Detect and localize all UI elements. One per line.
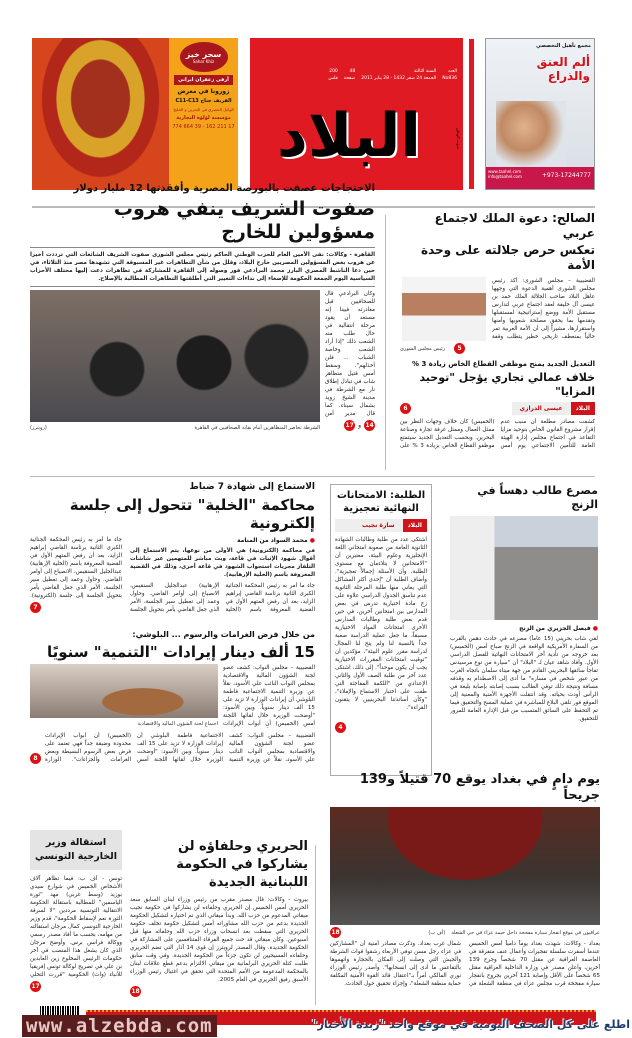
- issue-date: الجمعة 24 صفر 1432 - 28 يناير 2011: [361, 76, 437, 81]
- article-body-col: جاء ما أمر به رئيس المحكمة الجنائية الكبرى الثانية برئاسة القاضي إبراهيم الزايد، بعد أن رفض المتهم الأول في القضية المعروفة باسم (الخلية الإرهابية) عبدالجليل السنقيس، الانصياع إلى أوامر القاضي. وحاول وعمد إلى تعطيل سير الجلسة، الأمر الذي جعل القاضي يأمر بتحويل الجلسة إلى جلسة (الكترونية).: [30, 537, 122, 599]
- baghdad-bombing-photo: [330, 807, 600, 925]
- pages-label: صفحة: [343, 76, 356, 81]
- section-rule: [30, 476, 595, 477]
- page-ref-badge[interactable]: 17: [345, 422, 354, 429]
- lead-paragraph: القاهرة - وكالات: نفى الأمين العام للحزب الوطني الحاكم رئيس مجلس الشورى صفوت الشريف الشائعات التي ترددت أخيرا عن هروب بعض المسؤولين المصريين خارج البلاد، وقلل من شأن التظاهرات غير المسبوقة التي تشهدها مصر منذ الثلاثاء، في حين دعا الناشط المصري البارز محمد البرادعي فور وصوله إلى القاهرة للمشاركة في تظاهرات دعت إليها مختلف الأحزاب السياسية اليوم الجمعة الحكومة للإصغاء إلى نداءات التغيير التي أطلقتها التظاهرات المطالبة بالإصلاح.: [30, 252, 375, 282]
- committee-meeting-photo: [30, 664, 218, 718]
- author: سارة نجيب: [361, 522, 395, 529]
- ad-phones: 17 211 162 - 39 664 774: [172, 124, 235, 130]
- ad-visit: زورونا في معرض: [177, 88, 230, 95]
- kicker: الاحتجاجات عصفت بالبورصة المصرية وأفقدتها 12 مليار دولار: [73, 183, 375, 194]
- page-ref-badge[interactable]: 14: [365, 422, 374, 429]
- story-tanmia-continued: [30, 732, 315, 764]
- headline: استقالة وزير الخارجية التونسي: [30, 830, 122, 870]
- article-body: جاء ما أمر به رئيس المحكمة الجنائية الكبرى الثانية برئاسة القاضي إبراهيم الزايد، بعد أن رفض المتهم الأول في القضية المعروفة باسم (الخلية الإرهابية) عبدالجليل السنقيس، الانصياع إلى أوامر القاضي. وحاول وعمد إلى تعطيل سير الجلسة، الأمر الذي جعل القاضي يأمر بتحويل الجلسة: [130, 583, 315, 613]
- byline: [512, 402, 595, 415]
- photo-caption: اجتماع لجنة الشؤون المالية والاقتصادية: [137, 721, 218, 727]
- ad-agent: الوكيل الحصري في البحرين و الخليج: [173, 107, 234, 112]
- brand-tag: البلاد: [403, 519, 427, 532]
- article-body: وكان البرادعي قال للصحافيين قبل مغادرته فيينا إنه مستعد أن يقود مرحلة انتقالية في حال طلب منه الشعب ذلك "إذا أراد الشعب وخاصة الشباب ... فلن أخذلهم". وسقط أمس قتيل متظاهر شاب في تبادل إطلاق نار مع الشرطة في مدينة الشيخ زويد بشمال سيناء. كما قال مدير أمن: [325, 291, 375, 417]
- brand-tag: البلاد: [571, 402, 595, 415]
- masthead-strip: [468, 38, 475, 190]
- headline: الحريري وحلفاؤه لن يشاركوا في الحكومة اللبنانية الجديدة: [176, 839, 308, 890]
- brand-name: سحر خيز: [185, 50, 222, 59]
- saffron-ad-image: [32, 38, 169, 190]
- article-body: القضيبية – مجلس النواب: كشف عضو لجنة الشؤون المالية والاقتصادية بمجلس النواب النائب علي الأسود، نقلاً عن وزيرة التنمية الاجتماعية فاطمة البلوشي أن إيرادات الوزارة لا تزيد على 15 ألف دينار سنوياً. وبين الأسود: "أوضحت الوزيرة خلال لقائها اللجنة أمس (الخميس) أن أبواب الإيرادات: [223, 665, 315, 727]
- article-body: بغداد - وكالات: شهدت بغداد يوماً دامياً أمس الخميس عندما أسفرت سلسلة تفجيرات وأعمال عنف متفرقة في العاصمة العراقية عن مقتل 70 شخصاً وجرح 139 آخرين، وأعلن مصدر في وزارة الداخلية العراقية مقتل 65 شخصاً على الأقل وإصابة 121 آخرين بجروح بانفجار سيارة مفخخة قرب مجلس عزاء في منطقة الشعلة في شمال غرب بغداد. وذكرت مصادر أمنية أن "المشاركين في عزاء رجل مسن توفي الأربعاء رشقوا قوات الشرطة والجيش التي وصلت إلى المكان بالحجارة واتهموها بالتقاعس ما أدى إلى انسحابها". وأصدر رئيس الوزراء نوري المالكي أمراً بـ"اعتقال قائد القوة الأمنية المكلفة حماية منطقة الشعلة"، وإجراء تحقيق حول الحادث.: [330, 941, 600, 987]
- page-ref-badge[interactable]: 6: [400, 403, 411, 414]
- author: محمد السواد من المنامة: [237, 537, 308, 544]
- accident-photo: [450, 516, 598, 620]
- issue-number: No836: [442, 76, 457, 81]
- ad-company: مؤسسة لؤلؤة التجارية: [176, 115, 231, 121]
- page-ref-badge[interactable]: 5: [454, 343, 465, 354]
- headline: الصالح: دعوة الملك لاجتماع عربي: [434, 211, 595, 240]
- issue-label: العدد: [447, 69, 457, 74]
- column-divider: [385, 215, 386, 470]
- and-text: و: [358, 422, 361, 429]
- slogan: صوت الوطن: [456, 128, 461, 150]
- saffron-ad[interactable]: [32, 38, 238, 190]
- author: عيسى الدرازي: [519, 405, 563, 412]
- clinic-email: info@taahel.com: [488, 174, 522, 179]
- page-ref-badge[interactable]: 7: [30, 602, 41, 613]
- story-hariri[interactable]: [130, 838, 308, 997]
- price-label: فلس: [328, 76, 338, 81]
- barcode: [40, 1006, 80, 1015]
- byline: [335, 519, 427, 532]
- ad-tagline: أرقى زعفران ايراني: [174, 75, 233, 85]
- photo-credit: (رويترز): [30, 425, 47, 431]
- headline: خلاف عمالي تجاري يؤجل "توحيد المزايا": [419, 371, 595, 398]
- kicker: التعديل الجديد يمنح موظفي القطاع الخاص زيادة 3 %: [411, 360, 595, 368]
- clinic-phone: +973-17244777: [541, 172, 591, 179]
- story-baghdad[interactable]: [330, 772, 600, 996]
- story-student[interactable]: مصرع طالب دهساً في الزنج ● فيصل الجزيري من الزنج لقي شاب بحريني (15 عاماً) مصرعه في حادث دهس بالقرب من السفارة الأمريكية الواقعة في الزنج صباح أمس (الخميس) بعد خروجه من تأدية آخر الامتحانات النهائية للفصل الدراسي الأول. وأفاد شاهد عيان لـ "البلاد" أن "سيارة من نوع مرسيدس تفاجأ سائقها البحريني القادم من جهة ميناء سلمان باتجاه الغرب من عبور شخص في مساره" ما أدى إلى الاصطدام به وقذفه مسافة ونتيجة ذلك توفي الطالب بسبب إصابته بإصابة بليغة في الرأس أودت بحياته. وقد انتقلت الأجهزة الأمنية والمعنية إلى الموقع فور تلقي البلاغ للمباشرة في عملية المسح والتحقيق فيما تم التحفظ على السائق المتسبب من قبل الإدارة العامة للمرور للتحقيق.: [450, 484, 598, 755]
- article-body: القضيبية – مجلس الشورى: أكد رئيس مجلس الشورى أهمية الدعوة التي وجهها عاهل البلاد صاحب الجلالة الملك حمد بن عيسى آل خليفة لعقد اجتماع عربي لتدارس مستقبل الأمة ووضع إستراتيجية لمستقبلها وتقدمها بما يحقق مصلحة شعوبها وأمنها واستقرارها، مشيراً إلى أن الأمة العربية تمر حالياً بمنعطف تاريخي خطير يتطلب وقفة: [492, 278, 595, 340]
- shura-chairman-photo: [402, 277, 486, 341]
- year-label: السنة الثالثة: [413, 69, 437, 74]
- story-labor[interactable]: [400, 360, 595, 450]
- clinic-name: مجمع تأهيل التخصصي: [536, 43, 591, 49]
- riot-police-photo: [30, 290, 320, 422]
- watermark-url[interactable]: www.alzebda.com: [22, 1015, 217, 1037]
- story-court[interactable]: الاستماع إلى شهادة 7 ضباط محاكمة "الخلية" تتحول إلى جلسة إلكترونية ● محمد السواد من المنامة في محاكمة (الكترونية) هي الأولى من نوعها، يتم الاستماع إلى أقوال شهود الإثبات في قاعة، وبث مباشر للمتهمين عبر شاشات التلفاز مجريات استجواب الشهود في قاعة أخرى، وذلك في القضية المعروفة باسم (الخلية الإرهابية). جاء ما أمر به رئيس المحكمة الجنائية الكبرى الثانية برئاسة القاضي إبراهيم الزايد، بعد أن رفض المتهم الأول في القضية المعروفة باسم (الخلية الإرهابية) عبدالجليل السنقيس، الانصياع إلى أوامر القاضي. وحاول وعمد إلى تعطيل سير الجلسة، الأمر الذي جعل القاضي يأمر بتحويل الجلسة جاء ما أمر به رئيس المحكمة الجنائية الكبرى الثانية برئاسة القاضي إبراهيم الزايد، بعد أن رفض المتهم الأول في القضية المعروفة باسم (الخلية الإرهابية) عبدالجليل السنقيس، الانصياع إلى أوامر القاضي. وحاول وعمد إلى تعطيل سير الجلسة، الأمر الذي جعل القاضي يأمر بتحويل الجلسة إلى جلسة (الكترونية). 7: [30, 482, 315, 613]
- headline: مصرع طالب دهساً في الزنج: [477, 484, 598, 511]
- clinic-ad[interactable]: [485, 38, 595, 190]
- price: 200: [329, 69, 338, 74]
- story-tunisia[interactable]: [30, 830, 122, 992]
- photo-caption: الشرطة تحاصر المتظاهرين أمام نقابة الصحافيين في القاهرة: [194, 425, 320, 431]
- headline: يوم دامٍ في بغداد يوقع 70 قتيلاً و139 جريحاً: [359, 772, 600, 803]
- headline: الطلبة: الامتحانات النهائية تعجيزية: [336, 490, 426, 514]
- saffron-ad-logo: [180, 42, 228, 72]
- article-body: تونس - أف ب: فيما تظاهر آلاف الأشخاص الخميس في شوارع سيدي بوزيد (وسط غربي) مهد "ثورة الياسمين" للمطالبة باستقالة الحكومة الانتقالية التونسية مرددين "لا لسرقة الثورة نعم لإسقاط الحكومة"، قدم وزير الخارجية التونسي كمال مرجان استقالته من مهامه، بحسب ما أفاد مصدر رسمي ووكالة فرانس برس. وأوضح مرجان الذي كان يشغل هذا المنصب في آخر حكومات الرئيس المخلوع زين العابدين بن علي في تصريح لوكالة تونس إفريقيا للأنباء (وات) الحكومية "قررت التخلي: [30, 876, 122, 978]
- story-saleh[interactable]: [400, 211, 595, 354]
- page-ref-badge[interactable]: 4: [335, 722, 346, 733]
- kicker: من خلال فرض الغرامات والرسوم ... البلوشي:: [132, 630, 315, 639]
- headline: محاكمة "الخلية" تتحول إلى جلسة إلكترونية: [69, 496, 315, 532]
- photo-caption: عراقيون في موقع انفجار سيارة مفخخة داخل خيمة عزاء في حي الشعلة: [451, 929, 600, 936]
- story-exams[interactable]: [330, 484, 432, 776]
- page-ref-badge[interactable]: 18: [331, 929, 340, 936]
- ad-booth: الفريف جناح C11-C13: [175, 98, 232, 104]
- headline: صفوت الشريف ينفي هروب مسؤولين للخارج: [113, 198, 375, 243]
- article-body: بيروت - وكالات: قال مصدر مقرب من رئيس وزراء لبنان السابق سعد الحريري أمس الخميس إن الحريري وحلفاءه لن يشاركوا في حكومة نجيب ميقاتي المدعوم من حزب الله. وبدأ ميقاتي الذي تم اختياره لتشكيل الحكومة الجديدة بدعم من حزب الله مشاوراته أمس لتشكيل حكومة تخلف حكومة الحريري التي سقطت بعد انسحاب وزراء حزب الله وحلفائه منها قبل أسبوعين. وكان ميقاتي قد حث جميع الفرقاء المتنافسين على المشاركة في الحكومة الجديدة. وقال المصدر لرويترز إن قوى 14 آذار التي تضم الحريري وحلفاءه المسيحيين لن تكون جزءاً من الحكومة الجديدة. وفي وقت سابق طلبت كتلة الحريري البرلمانية من ميقاتي الالتزام بدعم قطع علاقات لبنان بالمحكمة المدعومة من الأمم المتحدة التي تحقق في اغتيال رئيس الوزراء الأسبق رفيق الحريري في العام 2005.: [130, 897, 308, 983]
- photo-credit: (أف ب): [428, 929, 446, 936]
- newspaper-logo: البلاد: [277, 101, 421, 171]
- page-ref-badge[interactable]: 8: [30, 753, 41, 764]
- story-tanmia[interactable]: [30, 630, 315, 764]
- column-divider: [315, 845, 316, 1005]
- clinic-headline: ألم العنق والذراع: [536, 55, 590, 84]
- couple-image: [496, 101, 566, 167]
- kicker: الاستماع إلى شهادة 7 ضباط: [189, 482, 315, 492]
- story-egypt[interactable]: [30, 183, 375, 432]
- page-ref-badge[interactable]: 17: [31, 983, 40, 990]
- watermark-slogan: اطلع على كل الصحف اليومية في موقع واحد "زبدة الأخبار": [311, 1018, 630, 1031]
- brand-latin: Sahar Khiz: [192, 59, 215, 64]
- lead-paragraph: في محاكمة (الكترونية) هي الأولى من نوعها، يتم الاستماع إلى أقوال شهود الإثبات في قاعة، وبث مباشر للمتهمين عبر شاشات التلفاز مجريات استجواب الشهود في قاعة أخرى، وذلك في القضية المعروفة باسم (الخلية الإرهابية).: [130, 548, 315, 578]
- article-body: لقي شاب بحريني (15 عاماً) مصرعه في حادث دهس بالقرب من السفارة الأمريكية الواقعة في الزنج صباح أمس (الخميس) بعد خروجه من تأدية آخر الامتحانات النهائية للفصل الدراسي الأول. وأفاد شاهد عيان لـ "البلاد" أن "سيارة من نوع مرسيدس تفاجأ سائقها البحريني القادم من جهة ميناء سلمان باتجاه الغرب من عبور شخص في مساره" ما أدى إلى الاصطدام به وقذفه مسافة ونتيجة ذلك توفي الطالب بسبب إصابته بإصابة بليغة في الرأس أودت بحياته. وقد انتقلت الأجهزة الأمنية والمعنية إلى الموقع فور تلقي البلاغ للمباشرة في عملية المسح والتحقيق فيما تم التحفظ على السائق المتسبب من قبل الإدارة العامة للمرور للتحقيق.: [450, 636, 598, 722]
- masthead: [250, 38, 463, 190]
- article-body: القضيبية – مجلس النواب: كشف عضو لجنة الشؤون المالية والاقتصادية بمجلس النواب النائب علي الأسود، نقلاً عن وزيرة التنمية الاجتماعية فاطمة البلوشي أن إيرادات الوزارة لا تزيد على 15 ألف دينار سنوياً. وبين الأسود: "أوضحت الوزيرة خلال لقائها اللجنة أمس (الخميس) أن أبواب الإيرادات محدودة وضيقة جداً فهي تعتمد على فرض بعض الرسوم البسيطة وبعض الغرامات والجزاءات". الوزارة: [45, 733, 315, 763]
- photo-caption: رئيس مجلس الشورى: [400, 345, 446, 352]
- page-count: 48: [349, 69, 356, 74]
- article-body: اشتكى عدد من طلبة وطالبات الشهادة الثانوية العامة من صعوبة امتحاني اللغة الإنجليزية وعلوم البيئة، معتبرين أن "الامتحانين لا يتلاءمان مع مستوى الطلبة، وأن الأسئلة إجمالاً تعجيزية". وأضاف الطلبة أن "إحدى أكثر المشاكل التي يعاني منها طلبة المرحلة الثانوية عدم تناسق الجدول الدراسي علاوة على زج مادة اختيارية تدرس في بعض المدارس بين امتحانين آخرين، في حين قدم بعض طلبة وطالبات المدارس الأخرى امتحانات المواد الاختيارية مسبقاً، ما جعل عملية الدراسة صعبة جداً بالنسبة لنا ولم يتح لنا المجال لدراسة مقرر علوم البيئة"، مؤكدين أن "توقيت امتحانات المقررات الاختيارية يجب أن يكون موحداً". إلى ذلك، اشتكى عدد آخر من طلبة الصف الأول والثاني الإعدادي من "اللكمة المفاجئة التي طفت على اختبار الاستماع والإملاء"، "وكأن أساتذتنا البحرينيين لا يتقنون القراءة".: [335, 537, 427, 711]
- headline-line-2: تعكس حرص جلالته على وحدة الأمة: [421, 243, 595, 272]
- clinic-web: www.taahel.com: [488, 169, 522, 174]
- page-ref-badge[interactable]: 18: [131, 988, 140, 995]
- headline: 15 ألف دينار إيرادات "التنمية" سنويًا: [47, 643, 315, 661]
- article-body: كشفت مصادر مطلعة أن سبب عدم إقرار مشروع القانون الخاص بتوحيد مزايا التقاعد في اجتماع مجلس إدارة الهيئة العامة للتأمين الاجتماعي يوم أمس (الخميس) كان خلاف وجهات النظر بين ممثل العمال وممثل غرفة تجارة وصناعة البحرين. وبحسب التعديل الجديد سيتمتع موظفو القطاع الخاص بزيادة 3 % على: [400, 419, 595, 449]
- author: فيصل الجزيري من الزنج: [519, 625, 591, 632]
